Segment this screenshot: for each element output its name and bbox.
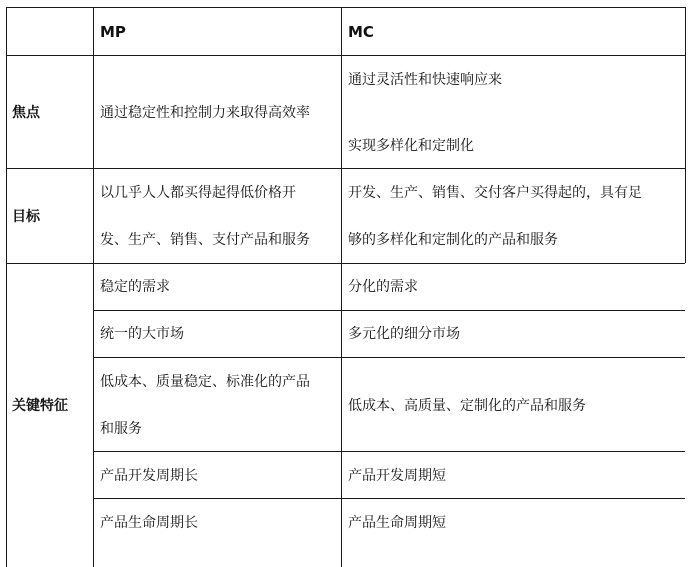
row-divider [93, 310, 685, 311]
row-divider [6, 263, 685, 264]
header-mp: MP [100, 23, 126, 41]
feature-mp-line2: 和服务 [100, 421, 142, 437]
row-label-goal: 目标 [12, 209, 40, 225]
row-divider [6, 168, 685, 169]
feature-mc: 低成本、高质量、定制化的产品和服务 [348, 398, 586, 414]
feature-mp-line1: 低成本、质量稳定、标准化的产品 [100, 374, 310, 390]
feature-mp: 产品开发周期长 [100, 468, 198, 484]
focus-mc-line2: 实现多样化和定制化 [348, 138, 474, 154]
table-border-left [6, 7, 7, 567]
feature-mc: 产品生命周期短 [348, 515, 446, 531]
feature-mc: 分化的需求 [348, 279, 418, 295]
feature-mp: 统一的大市场 [100, 326, 184, 342]
column-divider [93, 7, 94, 567]
feature-mp: 产品生命周期长 [100, 515, 198, 531]
header-divider [6, 55, 685, 56]
row-divider [93, 498, 685, 499]
focus-mc-line1: 通过灵活性和快速响应来 [348, 72, 502, 88]
row-divider [93, 451, 685, 452]
feature-mp: 稳定的需求 [100, 279, 170, 295]
goal-mp-line2: 发、生产、销售、支付产品和服务 [100, 232, 310, 248]
table-border-right [685, 7, 686, 263]
feature-mc: 产品开发周期短 [348, 468, 446, 484]
column-divider [341, 7, 342, 567]
header-mc: MC [348, 23, 374, 41]
goal-mc-line2: 够的多样化和定制化的产品和服务 [348, 232, 558, 248]
row-label-focus: 焦点 [12, 105, 40, 121]
goal-mc-line1: 开发、生产、销售、交付客户买得起的，具有足 [348, 185, 642, 201]
row-divider [93, 357, 685, 358]
focus-mp: 通过稳定性和控制力来取得高效率 [100, 105, 310, 121]
row-label-features: 关键特征 [12, 398, 68, 414]
feature-mc: 多元化的细分市场 [348, 326, 460, 342]
table-border-top [6, 7, 685, 8]
goal-mp-line1: 以几乎人人都买得起得低价格开 [100, 185, 296, 201]
